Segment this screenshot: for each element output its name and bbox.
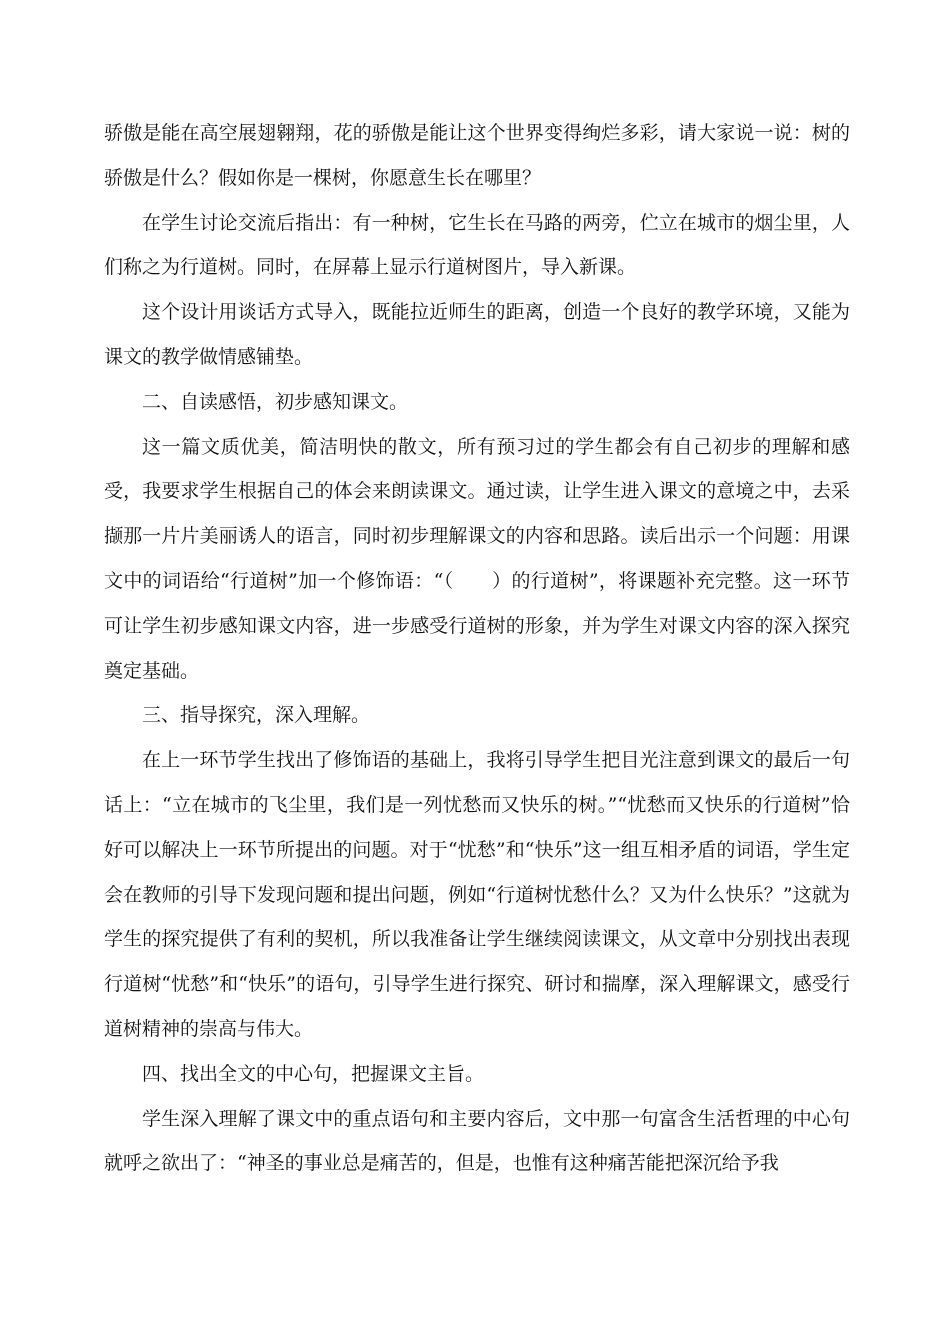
paragraph-guided-inquiry: 在上一环节学生找出了修饰语的基础上，我将引导学生把目光注意到课文的最后一句话上：“立在城市的飞尘里，我们是一列忧愁而又快乐的树。”“忧愁而又快乐的行道树”恰好可以解决上一环节所提出的问题。对于“忧愁”和“快乐”这一组互相矛盾的词语，学生定会在教师的引导下发现问题和提出问题，例如“行道树忧愁什么？又为什么快乐？”这就为学生的探究提供了有利的契机，所以我准备让学生继续阅读课文，从文章中分别找出表现行道树“忧愁”和“快乐”的语句，引导学生进行探究、研讨和揣摩，深入理解课文，感受行道树精神的崇高与伟大。 — [104, 749, 850, 1040]
paragraph-design-intro-rationale: 这个设计用谈话方式导入，既能拉近师生的距离，创造一个良好的教学环境，又能为课文的教学做情感铺垫。 — [104, 301, 850, 368]
paragraph-central-sentence: 学生深入理解了课文中的重点语句和主要内容后，文中那一句富含生活哲理的中心句就呼之欲出了：“神圣的事业总是痛苦的，但是，也惟有这种痛苦能把深沉给予我 — [104, 1107, 850, 1175]
document-page — [104, 111, 850, 1186]
section-heading-3: 三、指导探究，深入理解。 — [142, 704, 371, 727]
paragraph-self-reading: 这一篇文质优美，简洁明快的散文，所有预习过的学生都会有自己初步的理解和感受，我要求学生根据自己的体会来朗读课文。通过读，让学生进入课文的意境之中，去采撷那一片片美丽诱人的语言，同时初步理解课文的内容和思路。读后出示一个问题：用课文中的词语给“行道树”加一个修饰语：“（ ）的行道树”，将课题补充完整。这一环节可让学生初步感知课文内容，进一步感受行道树的形象，并为学生对课文内容的深入探究奠定基础。 — [104, 435, 850, 682]
paragraph-introduce-street-trees: 在学生讨论交流后指出：有一种树，它生长在马路的两旁，伫立在城市的烟尘里，人们称之为行道树。同时，在屏幕上显示行道树图片，导入新课。 — [104, 211, 850, 279]
section-heading-2: 二、自读感悟，初步感知课文。 — [142, 390, 409, 413]
section-heading-4: 四、找出全文的中心句，把握课文主旨。 — [142, 1062, 485, 1085]
paragraph-tree-pride-question: 骄傲是能在高空展翅翱翔，花的骄傲是能让这个世界变得绚烂多彩，请大家说一说：树的骄傲是什么？假如你是一棵树，你愿意生长在哪里？ — [104, 122, 850, 189]
